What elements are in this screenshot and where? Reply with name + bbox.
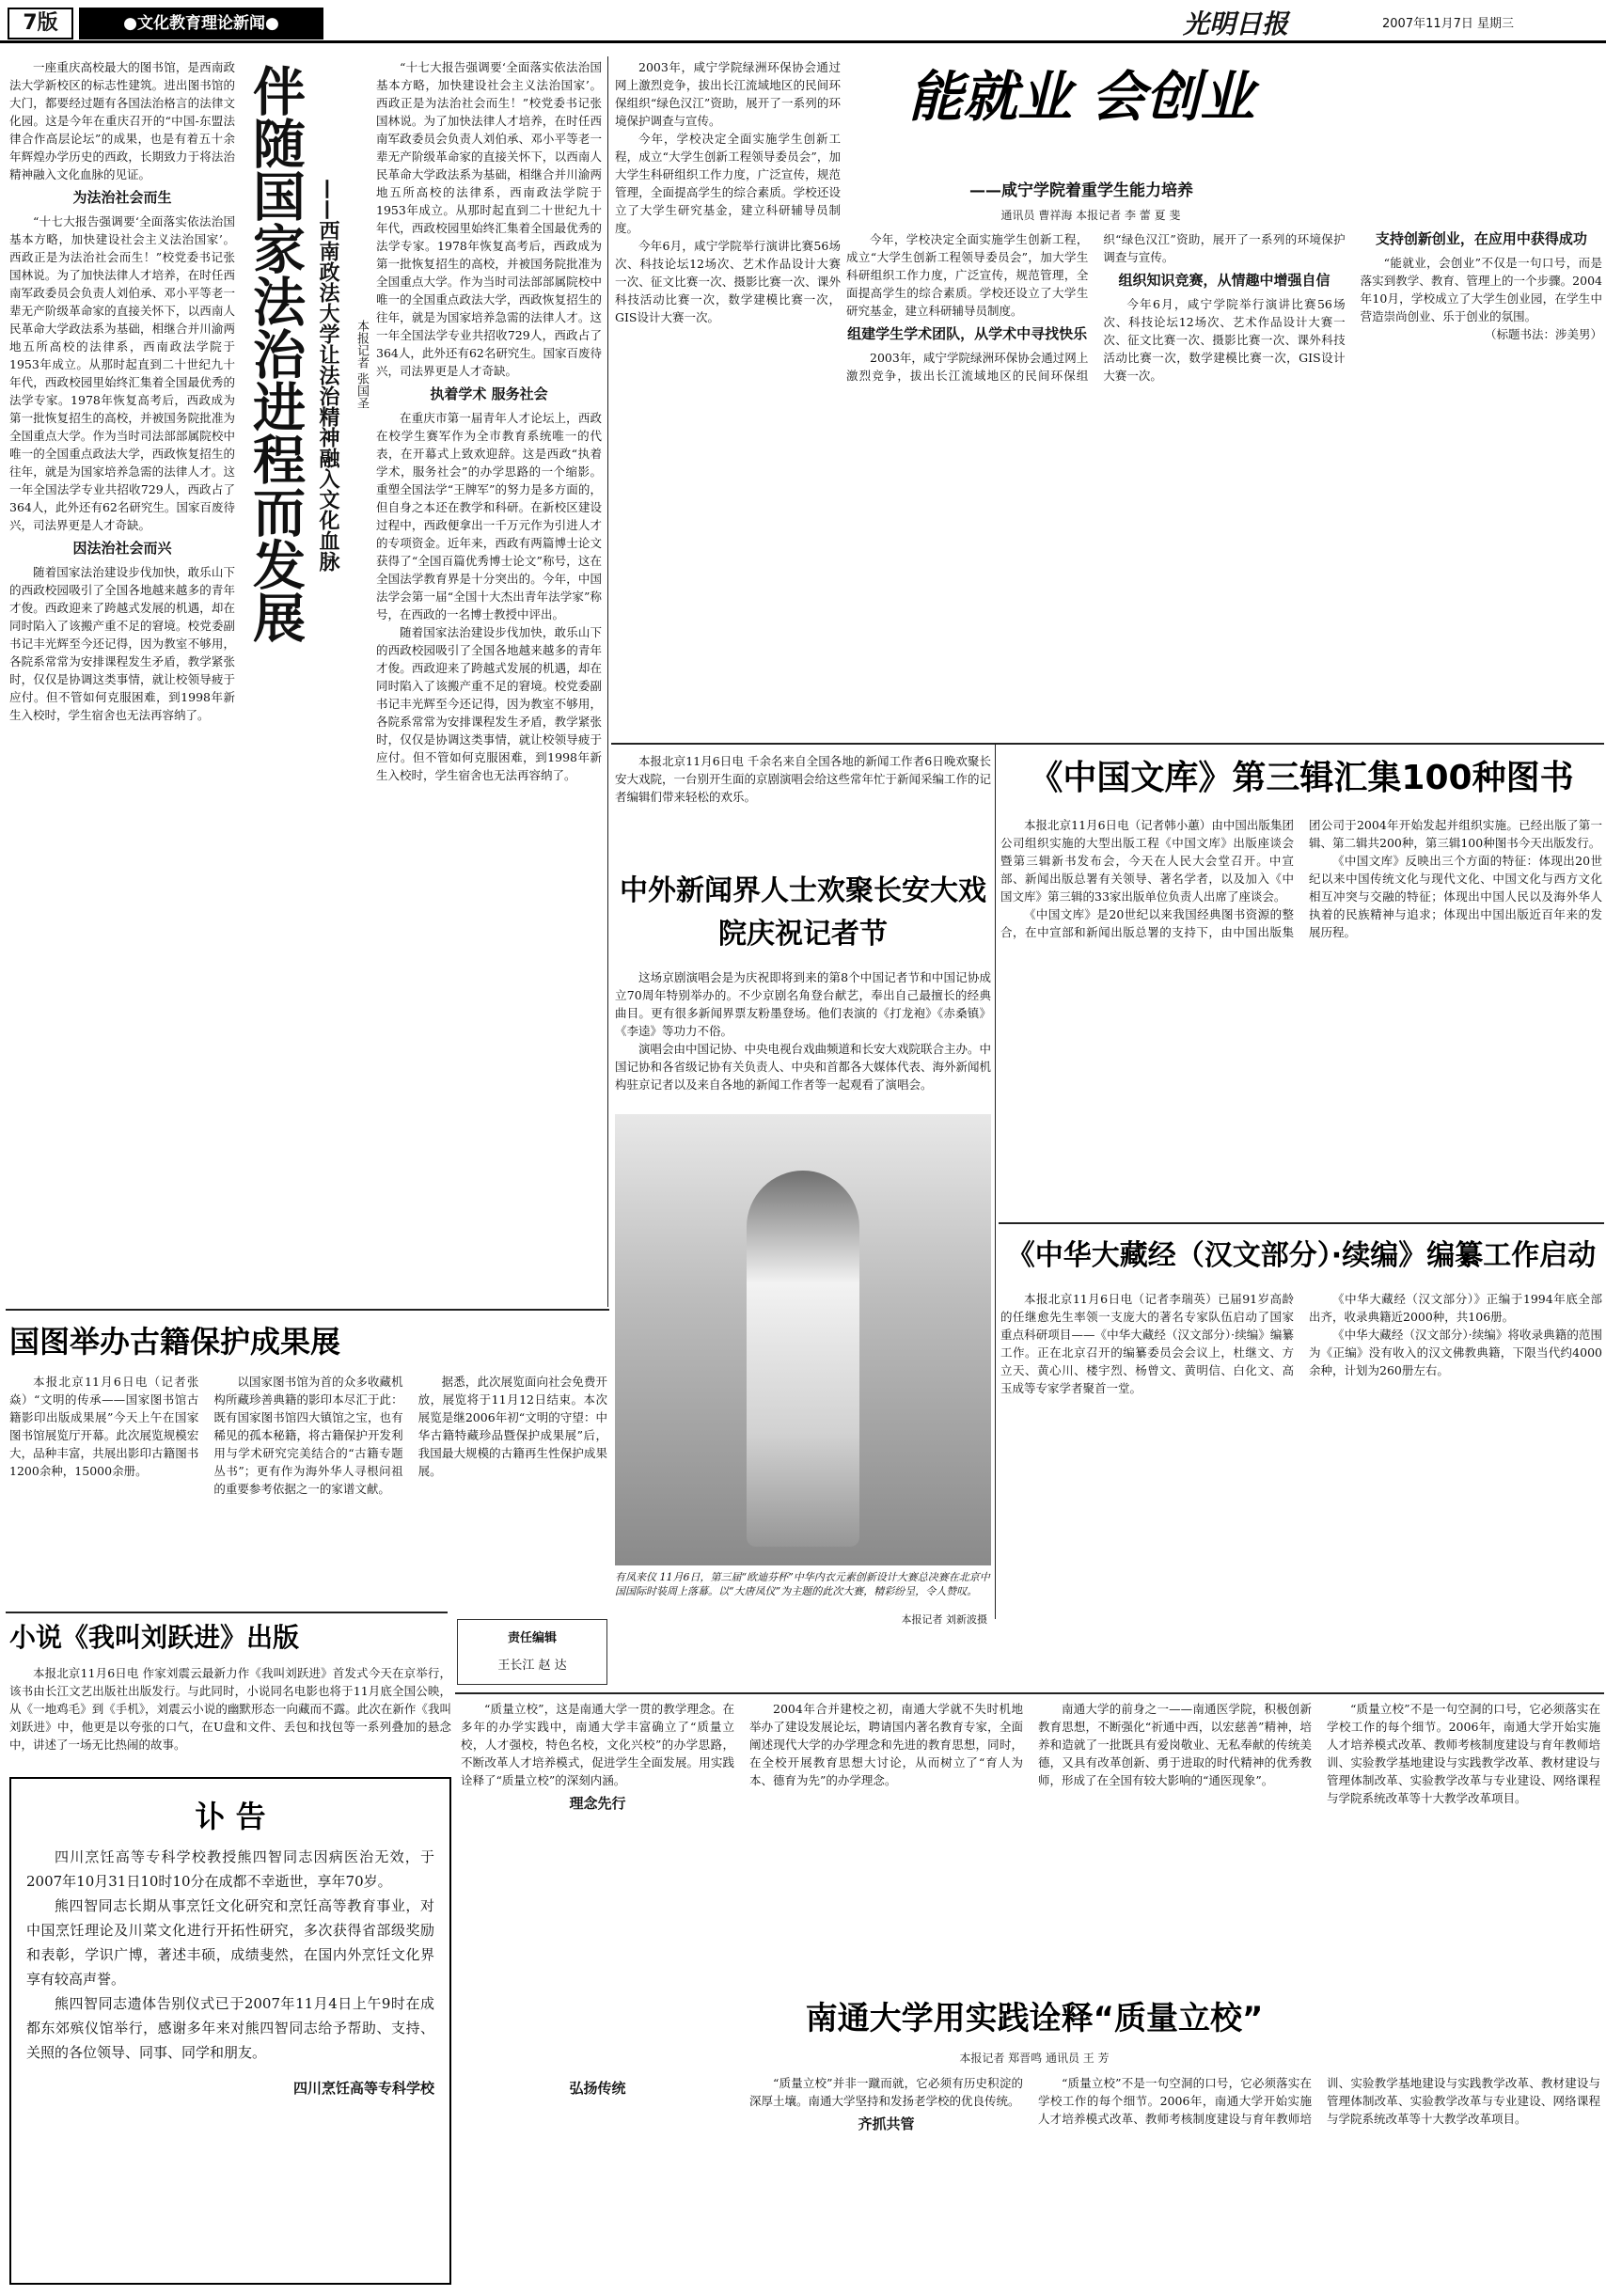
editor-box [457, 1619, 607, 1685]
job-title-block [846, 64, 1316, 149]
reporters-paragraph-2: 这场京剧演唱会是为庆祝即将到来的第8个中国记者节和中国记协成立70周年特别举办的。不少京剧名角登台献艺，奉出自己最擅长的经典曲目。更有很多新闻界票友粉墨登场。他们表演的《打龙袍》《赤桑镇》《李逵》等功力不俗。 [615, 970, 991, 1038]
law-byline: 本报记者 张国圣 [354, 320, 369, 410]
job-subhead-1: 组建学生学术团队，从学术中寻找快乐 [847, 325, 1088, 342]
job-paragraph-2b: 2003年，咸宁学院绿洲环保协会通过网上激烈竞争，拔出长江流域地区的民间环保组织“绿色汉江”资助，展开了一系列的环境保护调查与宣传。 [615, 60, 841, 128]
novel-paragraph-1: 本报北京11月6日电 作家刘震云最新力作《我叫刘跃进》首发式今天在京举行，该书由长江文艺出版社出版发行。与此同时，小说同名电影也将于11月底全国公映，从《一地鸡毛》到《手机》，刘震云小说的幽默形态一向藏而不露。此次在新作《我叫刘跃进》中，他更是以夸张的口气，在U盘和文件、丢包和找包等一系列叠加的悬念中，讲述了一场无比热闹的故事。 [9, 1666, 451, 1752]
masthead-logo: 光明日报 [1183, 8, 1289, 39]
reporters-paragraph-1: 本报北京11月6日电 千余名来自全国各地的新闻工作者6日晚欢聚长安大戏院，一台别开生面的京剧演唱会给这些常年忙于新闻采编工作的记者编辑们带来轻松的欢乐。 [615, 754, 991, 804]
library-paragraph-3: 《中国文库》反映出三个方面的特征：体现出20世纪以来中国传统文化与现代文化、中国文化与西方文化相互冲突与交融的特征；体现出中国人民以及海外华人执着的民族精神与追求；体现出中国出版近百年来的发展历程。 [1309, 854, 1602, 939]
law-title: 伴随国家法治进程而发展 [244, 64, 306, 643]
nantong-paragraph-1: “质量立校”，这是南通大学一贯的教学理念。在多年的办学实践中，南通大学丰富确立了“质量立校，人才强校，特色名校，文化兴校”的办学思路，不断改革人才培养模式，促进学生全面发展。用实践诠释了“质量立校”的深刻内涵。 [461, 1702, 734, 1787]
tripitaka-paragraph-3: 《中华大藏经（汉文部分）·续编》将收录典籍的范围为《正编》没有收入的汉文佛教典籍，下限当代约4000余种，计划为260册左右。 [1309, 1328, 1602, 1377]
law-column-1 [9, 58, 235, 1187]
nantong-paragraph-2: 2004年合并建校之初，南通大学就不失时机地举办了建设发展论坛，聘请国内著名教育专家，全面阐述现代大学的办学理念和先进的教育思想，同时，在全校开展教育思想大讨论，从而树立了“育人为本、德育为先”的办学理念。 [749, 1702, 1023, 1787]
reporters-body [615, 968, 991, 1109]
law-paragraph-2b: 随着国家法治建设步伐加快，敢乐山下的西政校园吸引了全国各地越来越多的青年才俊。西政迎来了跨越式发展的机遇，却在同时陷入了该搬产重不足的窘境。校党委副书记丰光辉至今还记得，因为教室不够用，各院系常常为安排课程发生矛盾，教学紧张时，仅仅是协调这类事情，就让校领导疲于应付。但不管如何克服困难，到1998年新生入校时，学生宿舍也无法再容纳了。 [376, 625, 602, 782]
nantong-body-bottom [461, 2074, 1600, 2290]
nantong-paragraph-3: “质量立校”并非一蹴而就，它必须有历史积淀的深厚土壤。南通大学坚持和发扬老学校的优良传统。 [749, 2076, 1023, 2108]
library-paragraph-1: 本报北京11月6日电（记者韩小蕙）由中国出版集团公司组织实施的大型出版工程《中国文库》出版座谈会暨第三辑新书发布会，今天在人民大会堂召开。中宣部、新闻出版总署有关领导、著名学者，以及加入《中国文库》第三辑的33家出版单位负责人出席了座谈会。 [1000, 818, 1294, 904]
reporters-lead [615, 752, 991, 865]
job-byline: 通讯员 曹祥海 本报记者 李 蕾 夏 斐 [1000, 209, 1181, 222]
nantong-subhead-1: 理念先行 [569, 1795, 626, 1812]
tripitaka-paragraph-1: 本报北京11月6日电（记者李瑞英）已届91岁高龄的任继愈先生率领一支庞大的著名专家队伍启动了国家重点科研项目——《中华大藏经（汉文部分）·续编》编纂工作。正在北京召开的编纂委员会会议上，杜继文、方立天、黄心川、楼宇烈、杨曾文、黄明信、白化文、高玉成等专家学者聚首一堂。 [1000, 1292, 1294, 1395]
nantong-paragraph-5: “质量立校”不是一句空洞的口号，它必须落实在学校工作的每个细节。2006年，南通大学开始实施人才培养模式改革、教师考核制度建设与育年教师培训、实验教学基地建设与实践教学改革、教材建设与管理体制改革、实验教学改革与专业建设、网络课程与学院系统改革等十大教学改革项目。 [1327, 1702, 1600, 1805]
job-paragraph-1: 今年，学校决定全面实施学生创新工程，成立“大学生创新工程领导委员会”，加大学生科研组织工作力度，广泛宣传，规范管理，全面提高学生的综合素质。学校还设立了大学生研究基金，建立科研辅导员制度。 [846, 232, 1089, 318]
library-paragraph-2: 《中国文库》是20世纪以来我国经典图书资源的整合，在中宣部和新闻出版总署的支持下，由中国出版集团公司于2004年开始发起并组织实施。已经出版了第一辑、第二辑共200种，第三辑100种图书今天出版发行。 [1000, 818, 1602, 939]
obituary-paragraph-1: 四川烹饪高等专科学校教授熊四智同志因病医治无效，于2007年10月31日10时10分在成都不幸逝世，享年70岁。 [26, 1848, 434, 1890]
ancient-title: 国图举办古籍保护成果展 [9, 1324, 341, 1360]
tripitaka-body [1000, 1290, 1602, 1610]
job-paragraph-2: 2003年，咸宁学院绿洲环保协会通过网上激烈竞争，拔出长江流域地区的民间环保组织“绿色汉江”资助，展开了一系列的环境保护调查与宣传。 [846, 232, 1346, 383]
law-subtitle: ——西南政法大学让法治精神融入文化血脉 [316, 179, 339, 572]
obituary-paragraph-2: 熊四智同志长期从事烹饪文化研究和烹饪高等教育事业，对中国烹饪理论及川菜文化进行开拓性研究，多次获得省部级奖励和表彰，学识广博，著述丰硕，成绩斐然，在国内外烹饪文化界享有较高声誉。 [26, 1897, 434, 1988]
reporters-paragraph-3: 演唱会由中国记协、中央电视台戏曲频道和长安大戏院联合主办。中国记协和各省级记协有关负责人、中央和首都各大媒体代表、海外新闻机构驻京记者以及来自各地的新闻工作者等一起观看了演唱会。 [615, 1042, 991, 1092]
job-body [615, 230, 1602, 729]
issue-date: 2007年11月7日 星期三 [1382, 17, 1515, 31]
model-figure [747, 1171, 859, 1547]
job-note: （标题书法：涉美男） [1484, 327, 1602, 341]
job-title: 能就业 会创业 [907, 65, 1255, 129]
editor-label: 责任编辑 [507, 1631, 557, 1645]
page-number: 7版 [8, 8, 73, 39]
reporters-title: 中外新闻界人士欢聚长安大戏院庆祝记者节 [620, 874, 986, 951]
nantong-paragraph-4: 南通大学的前身之一——南通医学院，积极创新教育思想，不断强化“祈通中西，以宏慈善”精神，培养和造就了一批既具有爱岗敬业、无私奉献的传统美德，又具有改革创新、勇于进取的时代精神的优秀教师，形成了在全国有较大影响的“通医现象”。 [1038, 1702, 1312, 1787]
nantong-body-top [461, 1700, 1600, 1982]
tripitaka-title: 《中华大藏经（汉文部分）·续编》编纂工作启动 [1006, 1239, 1597, 1272]
job-subhead-2: 组织知识竞赛，从情趣中增强自信 [1118, 272, 1330, 289]
law-lead: 一座重庆高校最大的图书馆，是西南政法大学新校区的标志性建筑。进出图书馆的大门，都要经过题有各国法治格言的法律文化园。这是今年在重庆召开的“中国-东盟法律合作高层论坛”的成果，也是有着五十余年辉煌办学历史的西政，长期致力于将法治精神融入文化血脉的见证。 [9, 60, 235, 181]
nantong-subhead-3: 齐抓共管 [858, 2115, 915, 2132]
nantong-subhead-2: 弘扬传统 [569, 2080, 626, 2097]
nantong-paragraph-5b: “质量立校”不是一句空洞的口号，它必须落实在学校工作的每个细节。2006年，南通大学开始实施人才培养模式改革、教师考核制度建设与育年教师培训、实验教学基地建设与实践教学改革、教材建设与管理体制改革、实验教学改革与专业建设、网络课程与学院系统改革等十大教学改革项目。 [1038, 2076, 1600, 2126]
obituary-box [9, 1777, 451, 2285]
law-column-2 [376, 58, 602, 1309]
photo-credit: 本报记者 刘新波摄 [901, 1613, 987, 1626]
photo-caption: 有凤来仪 11月6日，第三届“欧迪芬杯”中华内衣元素创新设计大赛总决赛在北京中国国际时装周上落幕。以“大唐凤仪”为主题的此次大赛，精彩纷呈，令人赞叹。 [615, 1571, 990, 1597]
job-paragraph-3: 今年6月，咸宁学院举行演讲比赛56场次、科技论坛12场次、艺术作品设计大赛一次、征文比赛一次、摄影比赛一次、课外科技活动比赛一次，数学建模比赛一次，GIS设计大赛一次。 [1103, 297, 1346, 383]
nantong-byline: 本报记者 郑晋鸣 通讯员 王 芳 [959, 2052, 1110, 2065]
tripitaka-paragraph-2: 《中华大藏经（汉文部分）》正编于1994年底全部出齐，收录典籍近2000种，共106册。 [1309, 1292, 1602, 1324]
ancient-paragraph-3: 据悉，此次展览面向社会免费开放，展览将于11月12日结束。本次展览是继2006年初“文明的守望：中华古籍特藏珍品暨保护成果展”后，我国最大规模的古籍再生性保护成果展。 [417, 1375, 607, 1478]
obituary-signature: 四川烹饪高等专科学校 [292, 2080, 434, 2097]
editor-names: 王长江 赵 达 [497, 1659, 567, 1673]
ancient-body [9, 1373, 607, 1598]
ancient-paragraph-1: 本报北京11月6日电（记者张焱）“文明的传承——国家图书馆古籍影印出版成果展”今天上午在国家图书馆展览厅开幕。此次展览规模宏大，品种丰富，共展出影印古籍图书1200余种，15000余册。 [9, 1375, 199, 1478]
fashion-photo [615, 1114, 991, 1565]
job-paragraph-1b: 今年，学校决定全面实施学生创新工程，成立“大学生创新工程领导委员会”，加大学生科研组织工作力度，广泛宣传，规范管理，全面提高学生的综合素质。学校还设立了大学生研究基金，建立科研辅导员制度。 [615, 132, 841, 235]
job-paragraph-3b: 今年6月，咸宁学院举行演讲比赛56场次、科技论坛12场次、艺术作品设计大赛一次、征文比赛一次、摄影比赛一次、课外科技活动比赛一次，数学建模比赛一次，GIS设计大赛一次。 [615, 239, 841, 324]
law-paragraph-3: 在重庆市第一届青年人才论坛上，西政在校学生赛军作为全市教育系统唯一的代表，在开幕式上致欢迎辞。这是西政“执着学术，服务社会”的办学思路的一个缩影。重塑全国法学“王牌军”的努力是多方面的，但自身之本还在教学和科研。在新校区建设过程中，西政便拿出一千万元作为引进人才的专项资金。近年来，西政有两篇博士论文获得了“全国百篇优秀博士论文”称号，这在全国法学教育界是十分突出的。今年，中国法学会第一届“全国十大杰出青年法学家”称号，在西政的一名博士教授中评出。 [376, 411, 602, 621]
library-body [1000, 816, 1602, 1220]
law-subhead-3: 执着学术 服务社会 [430, 385, 548, 402]
novel-title: 小说《我叫刘跃进》出版 [9, 1622, 300, 1653]
job-subtitle: ——咸宁学院着重学生能力培养 [969, 181, 1193, 200]
obituary-paragraph-3: 熊四智同志遗体告别仪式已于2007年11月4日上午9时在成都东郊殡仪馆举行，感谢多年来对熊四智同志给予帮助、支持、关照的各位领导、同事、同学和朋友。 [26, 1995, 434, 2061]
novel-body [9, 1664, 451, 1768]
job-paragraph-4: “能就业，会创业”不仅是一句口号，而是落实到教学、教育、管理上的一个步骤。2004年10月，学校成立了大学生创业园，在学生中营造崇尚创业、乐于创业的氛围。 [1360, 256, 1602, 323]
section-title: ●文化教育理论新闻● [79, 8, 323, 39]
law-paragraph-1: “十七大报告强调要‘全面落实依法治国基本方略，加快建设社会主义法治国家’。西政正是为法治社会而生！”校党委书记张国林说。为了加快法律人才培养，在时任西南军政委员会负责人刘伯承、邓小平等老一辈无产阶级革命家的直接关怀下，以西南人民革命大学政法系为基础，相继合并川渝两地五所高校的法律系，西南政法学院于1953年成立。从那时起直到二十世纪九十年代，西政校园里始终汇集着全国最优秀的法学专家。1978年恢复高考后，西政成为第一批恢复招生的高校，并被国务院批准为全国重点大学。作为当时司法部部属院校中唯一的全国重点政法大学，西政恢复招生的往年，就是为国家培养急需的法律人才。这一年全国法学专业共招收729人，西政占了364人，此外还有62名研究生。国家百废待兴，司法界更是人才奇缺。 [9, 214, 235, 532]
library-title: 《中国文库》第三辑汇集100种图书 [1029, 759, 1574, 797]
obituary-title: 讣 告 [195, 1799, 266, 1834]
law-subhead-1: 为法治社会而生 [72, 189, 172, 206]
law-paragraph-2: 随着国家法治建设步伐加快，敢乐山下的西政校园吸引了全国各地越来越多的青年才俊。西政迎来了跨越式发展的机遇，却在同时陷入了该搬产重不足的窘境。校党委副书记丰光辉至今还记得，因为教室不够用，各院系常常为安排课程发生矛盾，教学紧张时，仅仅是协调这类事情，就让校领导疲于应付。但不管如何克服困难，到1998年新生入校时，学生宿舍也无法再容纳了。 [9, 565, 235, 722]
job-subhead-3: 支持创新创业，在应用中获得成功 [1375, 230, 1587, 247]
ancient-paragraph-2: 以国家图书馆为首的众多收藏机构所藏珍善典籍的影印本尽汇于此：既有国家图书馆四大镇馆之宝，也有稀见的孤本秘籍，将古籍保护开发利用与学术研究完美结合的“古籍专题丛书”；更有作为海外华人寻根问祖的重要参考依据之一的家谱文献。 [213, 1375, 403, 1496]
nantong-title: 南通大学用实践诠释“质量立校” [805, 2000, 1264, 2037]
law-subhead-2: 因法治社会而兴 [72, 540, 172, 557]
law-paragraph-1b: “十七大报告强调要‘全面落实依法治国基本方略，加快建设社会主义法治国家’。西政正是为法治社会而生！”校党委书记张国林说。为了加快法律人才培养，在时任西南军政委员会负责人刘伯承、邓小平等老一辈无产阶级革命家的直接关怀下，以西南人民革命大学政法系为基础，相继合并川渝两地五所高校的法律系，西南政法学院于1953年成立。从那时起直到二十世纪九十年代，西政校园里始终汇集着全国最优秀的法学专家。1978年恢复高考后，西政成为第一批恢复招生的高校，并被国务院批准为全国重点大学。作为当时司法部部属院校中唯一的全国重点政法大学，西政恢复招生的往年，就是为国家培养急需的法律人才。这一年全国法学专业共招收729人，西政占了364人，此外还有62名研究生。国家百废待兴，司法界更是人才奇缺。 [376, 60, 602, 378]
